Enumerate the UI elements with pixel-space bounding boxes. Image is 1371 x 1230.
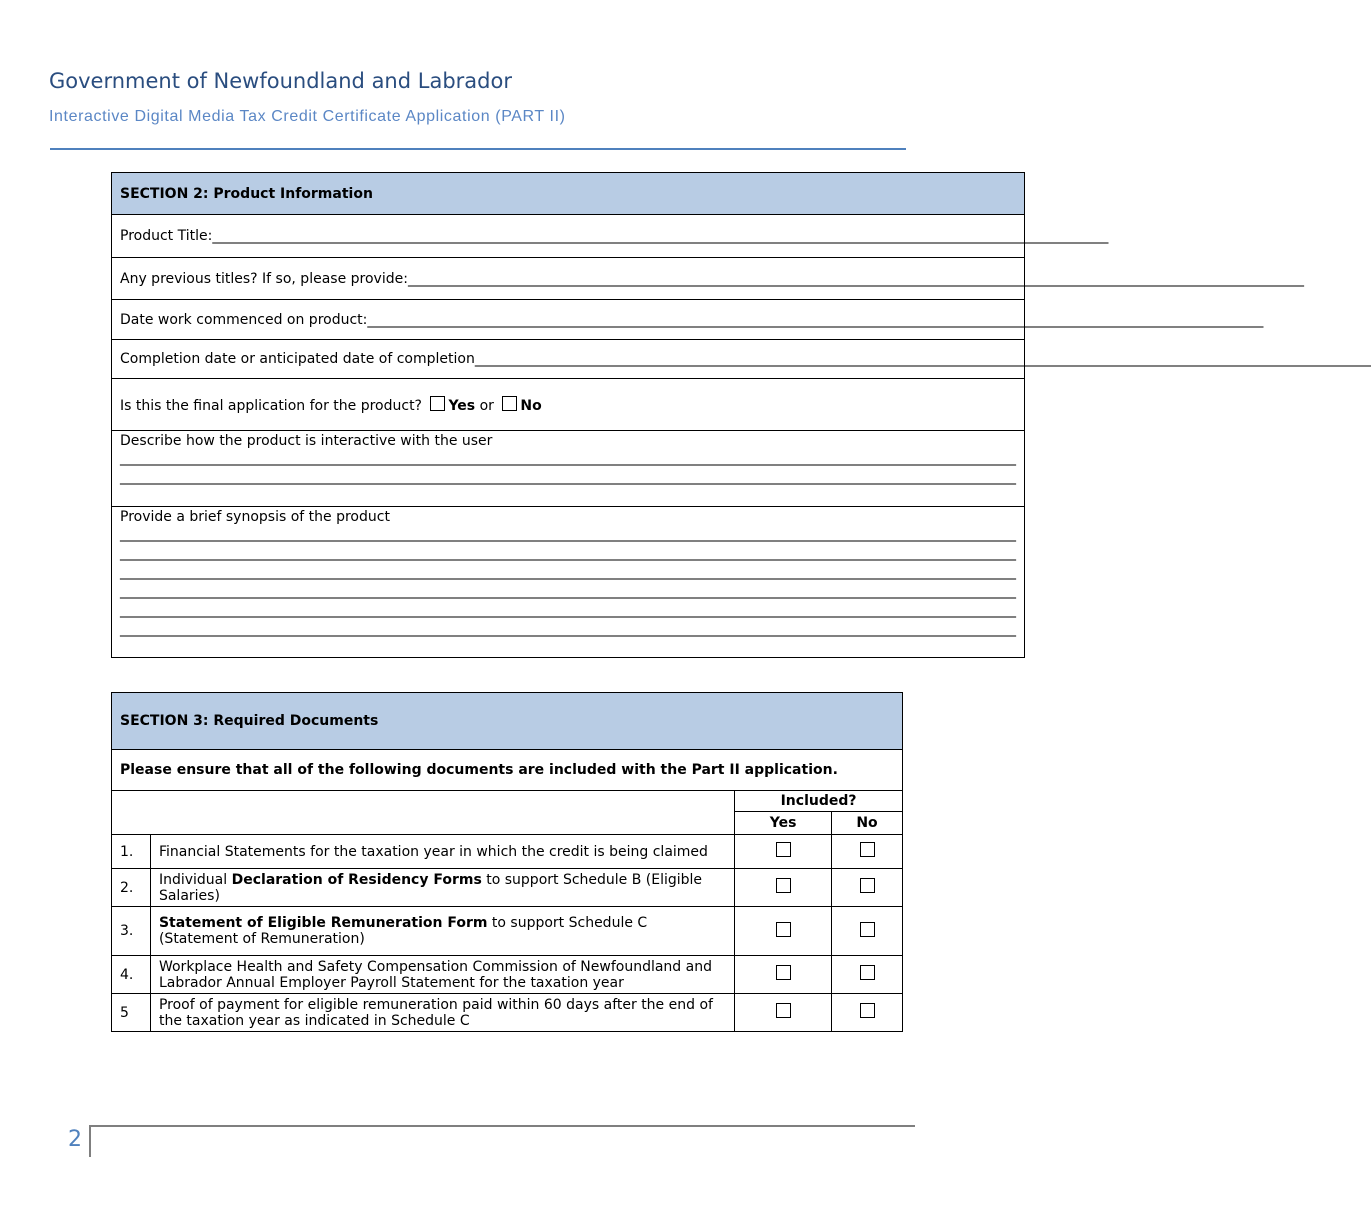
doc-5-yes-checkbox[interactable] <box>776 1003 791 1018</box>
section-3-heading: SECTION 3: Required Documents <box>112 693 903 750</box>
product-title-label: Product Title: <box>120 228 213 244</box>
doc-2-yes-checkbox[interactable] <box>776 878 791 893</box>
doc-description: Statement of Eligible Remuneration Form to support Schedule C (Statement of Remuneration) <box>150 907 734 956</box>
final-application-label: Is this the final application for the product? <box>120 397 422 414</box>
doc-3-no-cell <box>832 907 903 956</box>
synopsis-line-5[interactable]: ________________________________________________________________________________________________________________________________ <box>120 602 1016 618</box>
synopsis-line-4[interactable]: ________________________________________________________________________________________________________________________________ <box>120 583 1016 599</box>
date-commenced-label: Date work commenced on product: <box>120 311 368 328</box>
section-2-table <box>111 172 1371 658</box>
doc-1-yes-cell <box>735 835 832 869</box>
doc-4-no-cell <box>832 956 903 994</box>
included-header: Included? <box>735 791 903 812</box>
footer-vertical-bar <box>89 1126 91 1157</box>
product-title-input[interactable]: ________________________________________________________________________________________________________________________________ <box>212 228 1109 244</box>
header-divider <box>50 148 906 150</box>
page-number: 2 <box>68 1127 82 1152</box>
date-commenced-row <box>112 300 1264 340</box>
doc-5-no-cell <box>832 994 903 1032</box>
section-2-heading: SECTION 2: Product Information <box>112 173 1025 215</box>
synopsis-line-2[interactable]: ________________________________________________________________________________________________________________________________ <box>120 545 1016 561</box>
doc-3-yes-cell <box>735 907 832 956</box>
completion-date-label: Completion date or anticipated date of completion <box>120 351 475 367</box>
doc-5-yes-cell <box>735 994 832 1032</box>
or-label: or <box>479 397 494 414</box>
completion-date-input[interactable]: ________________________________________________________________________________________________________________________________ <box>474 351 1371 367</box>
final-yes-label: Yes <box>448 397 476 414</box>
footer-divider <box>89 1125 915 1127</box>
doc-3-no-checkbox[interactable] <box>860 922 875 937</box>
synopsis-label: Provide a brief synopsis of the product <box>120 509 390 525</box>
doc-4-no-checkbox[interactable] <box>860 965 875 980</box>
previous-titles-input[interactable]: ________________________________________________________________________________________________________________________________ <box>407 270 1304 287</box>
doc-2-no-cell <box>832 869 903 907</box>
table-row <box>112 835 903 869</box>
doc-1-no-cell <box>832 835 903 869</box>
doc-number: 5 <box>112 994 151 1032</box>
doc-1-yes-checkbox[interactable] <box>776 842 791 857</box>
doc-description: Workplace Health and Safety Compensation Commission of Newfoundland and Labrador Annual Employer Payroll Statement for the taxation year <box>150 956 734 994</box>
final-no-checkbox[interactable] <box>502 396 517 411</box>
interactive-line-2[interactable]: ________________________________________________________________________________________________________________________________ <box>120 469 1016 485</box>
yes-column-header: Yes <box>735 812 832 835</box>
table-row <box>112 869 903 907</box>
final-no-label: No <box>520 397 542 414</box>
doc-2-no-checkbox[interactable] <box>860 878 875 893</box>
section-3-instruction: Please ensure that all of the following documents are included with the Part II application. <box>112 750 903 791</box>
doc-4-yes-checkbox[interactable] <box>776 965 791 980</box>
previous-titles-label: Any previous titles? If so, please provide: <box>120 270 408 287</box>
doc-number: 3. <box>112 907 151 956</box>
table-row <box>112 956 903 994</box>
doc-description: Individual Declaration of Residency Forms to support Schedule B (Eligible Salaries) <box>150 869 734 907</box>
section-3-table <box>111 692 903 1032</box>
doc-5-no-checkbox[interactable] <box>860 1003 875 1018</box>
doc-4-yes-cell <box>735 956 832 994</box>
doc-description: Financial Statements for the taxation year in which the credit is being claimed <box>150 835 734 869</box>
doc-number: 2. <box>112 869 151 907</box>
doc-3-yes-checkbox[interactable] <box>776 922 791 937</box>
interactive-line-1[interactable]: ________________________________________________________________________________________________________________________________ <box>120 450 1016 466</box>
doc-description: Proof of payment for eligible remuneration paid within 60 days after the end of the taxation year as indicated in Schedule C <box>150 994 734 1032</box>
date-commenced-input[interactable]: ________________________________________________________________________________________________________________________________ <box>367 311 1264 328</box>
final-application-row <box>112 379 1025 431</box>
doc-1-no-checkbox[interactable] <box>860 842 875 857</box>
docs-header-blank <box>112 791 735 835</box>
table-row <box>112 994 903 1032</box>
table-row <box>112 907 903 956</box>
government-title: Government of Newfoundland and Labrador <box>49 69 512 93</box>
interactive-description-label: Describe how the product is interactive with the user <box>120 433 493 449</box>
synopsis-line-6[interactable]: ________________________________________________________________________________________________________________________________ <box>120 621 1016 637</box>
doc-number: 1. <box>112 835 151 869</box>
previous-titles-row <box>112 258 1304 300</box>
doc-2-yes-cell <box>735 869 832 907</box>
synopsis-line-3[interactable]: ________________________________________________________________________________________________________________________________ <box>120 564 1016 580</box>
no-column-header: No <box>832 812 903 835</box>
synopsis-row <box>112 507 1025 658</box>
final-yes-checkbox[interactable] <box>430 396 445 411</box>
form-subtitle: Interactive Digital Media Tax Credit Certificate Application (PART II) <box>49 108 566 125</box>
synopsis-line-1[interactable]: ________________________________________________________________________________________________________________________________ <box>120 526 1016 542</box>
completion-date-row <box>112 340 1371 379</box>
product-title-row <box>112 215 1109 258</box>
doc-number: 4. <box>112 956 151 994</box>
interactive-description-row <box>112 431 1025 507</box>
